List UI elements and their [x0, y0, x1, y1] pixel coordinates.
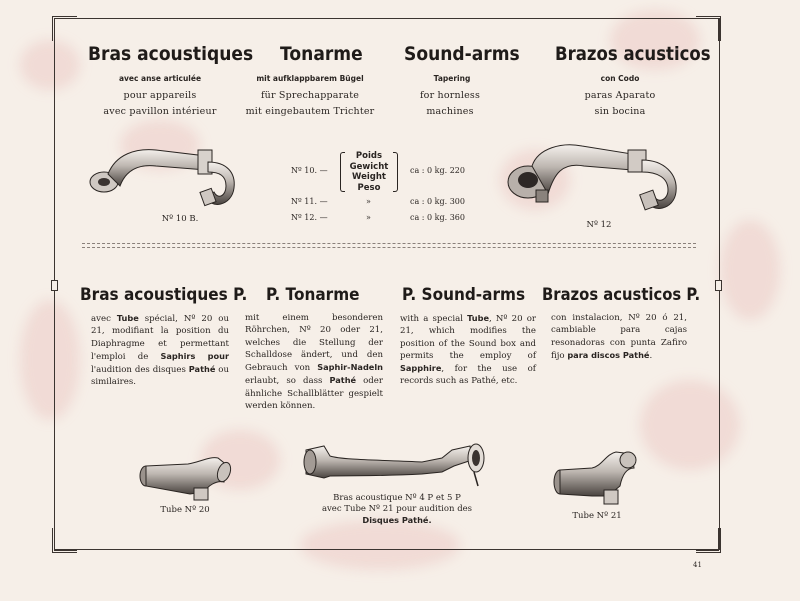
caption-4p-5p-line3: Disques Pathé.	[362, 515, 432, 525]
paragraph-es: con instalacion, Nº 20 ó 21, cambiable para cajas resonadoras con punta Zafiro fijo para discos Pathé.	[551, 313, 687, 361]
line2-es-top: sin bocina	[594, 106, 646, 117]
weight-label-es: Peso	[357, 182, 381, 193]
caption-4p-5p-line1: Bras acoustique Nº 4 P et 5 P	[333, 493, 461, 503]
page-number: 41	[693, 561, 702, 569]
subtitle-es-top: con Codo	[600, 74, 640, 83]
frame-corner-ornament	[52, 528, 77, 553]
caption-no10b: Nº 10 B.	[161, 214, 199, 224]
caption-4p-5p	[302, 493, 492, 527]
caption-tube-20: Tube Nº 20	[160, 505, 210, 515]
stain	[720, 220, 780, 320]
caption-no12: Nº 12	[586, 220, 612, 230]
subtitle-en-top: Tapering	[433, 74, 471, 83]
line1-en-top: for hornless	[419, 90, 481, 101]
heading-en-top: Sound-arms	[404, 43, 520, 65]
line1-es-top: paras Aparato	[584, 90, 656, 101]
subtitle-de-top: mit aufklappbarem Bügel	[256, 74, 364, 83]
heading-en-bottom: P. Sound-arms	[402, 285, 526, 305]
spec-no11-weight: ca : 0 kg. 300	[410, 197, 465, 206]
section-divider	[82, 243, 696, 244]
frame-corner-ornament	[52, 16, 77, 41]
line1-de-top: für Sprechapparate	[260, 90, 360, 101]
sound-arm-12-illustration	[502, 140, 692, 220]
tube-20-illustration	[138, 452, 238, 504]
section-divider	[82, 247, 696, 248]
spec-ditto-mark: »	[366, 213, 371, 222]
spec-no10-weight: ca : 0 kg. 220	[410, 166, 465, 175]
caption-tube-21: Tube Nº 21	[572, 511, 622, 521]
heading-fr-top: Bras acoustiques	[88, 43, 254, 65]
weight-label-de: Gewicht	[349, 161, 389, 172]
heading-es-top: Brazos acusticos	[555, 43, 711, 65]
spec-no10-label: Nº 10. —	[291, 166, 328, 175]
paragraph-de: mit einem besonderen Röhrchen, Nº 20 oder 21, welches die Stellung der Schalldose ändert, und den Gebrauch von Saphir-Nadeln erlaubt, so dass Pathé oder ähnliche Schallblätter gespielt werden können.	[245, 313, 383, 412]
paragraph-en: with a special Tube, Nº 20 or 21, which modifies the position of the Sound box and permits the employ of Sapphire, for the use of records such as Pathé, etc.	[400, 313, 536, 387]
heading-fr-bottom: Bras acoustiques P.	[80, 285, 248, 305]
caption-4p-5p-line2: avec Tube Nº 21 pour audition des	[321, 504, 473, 514]
frame-side-mark	[51, 280, 58, 291]
heading-es-bottom: Brazos acusticos P.	[542, 285, 701, 305]
spec-no12-weight: ca : 0 kg. 360	[410, 213, 465, 222]
sound-arm-10b-illustration	[86, 140, 246, 215]
spec-no11-label: Nº 11. —	[291, 197, 328, 206]
frame-corner-ornament	[696, 16, 721, 41]
line1-fr-top: pour appareils	[123, 90, 197, 101]
weight-label-block	[340, 151, 398, 193]
tube-21-illustration	[552, 446, 642, 508]
line2-fr-top: avec pavillon intérieur	[103, 106, 217, 117]
spec-ditto-mark: »	[366, 197, 371, 206]
frame-side-mark	[715, 280, 722, 291]
heading-de-top: Tonarme	[280, 43, 363, 65]
line2-en-top: machines	[426, 106, 474, 117]
paragraph-fr: avec Tube spécial, Nº 20 ou 21, modifiant la position du Diaphragme et permettant l'emploi de Saphirs pour l'audition des disques Pathé ou similaires.	[91, 313, 229, 388]
spec-no12-label: Nº 12. —	[291, 213, 328, 222]
heading-de-bottom: P. Tonarme	[266, 285, 360, 305]
subtitle-fr-top: avec anse articulée	[118, 74, 202, 83]
weight-label-en: Weight	[352, 172, 386, 182]
frame-corner-ornament	[696, 528, 721, 553]
sound-arm-4p-5p-illustration	[302, 436, 492, 494]
line2-de-top: mit eingebautem Trichter	[245, 106, 375, 117]
weight-label-fr: Poids	[355, 151, 383, 161]
